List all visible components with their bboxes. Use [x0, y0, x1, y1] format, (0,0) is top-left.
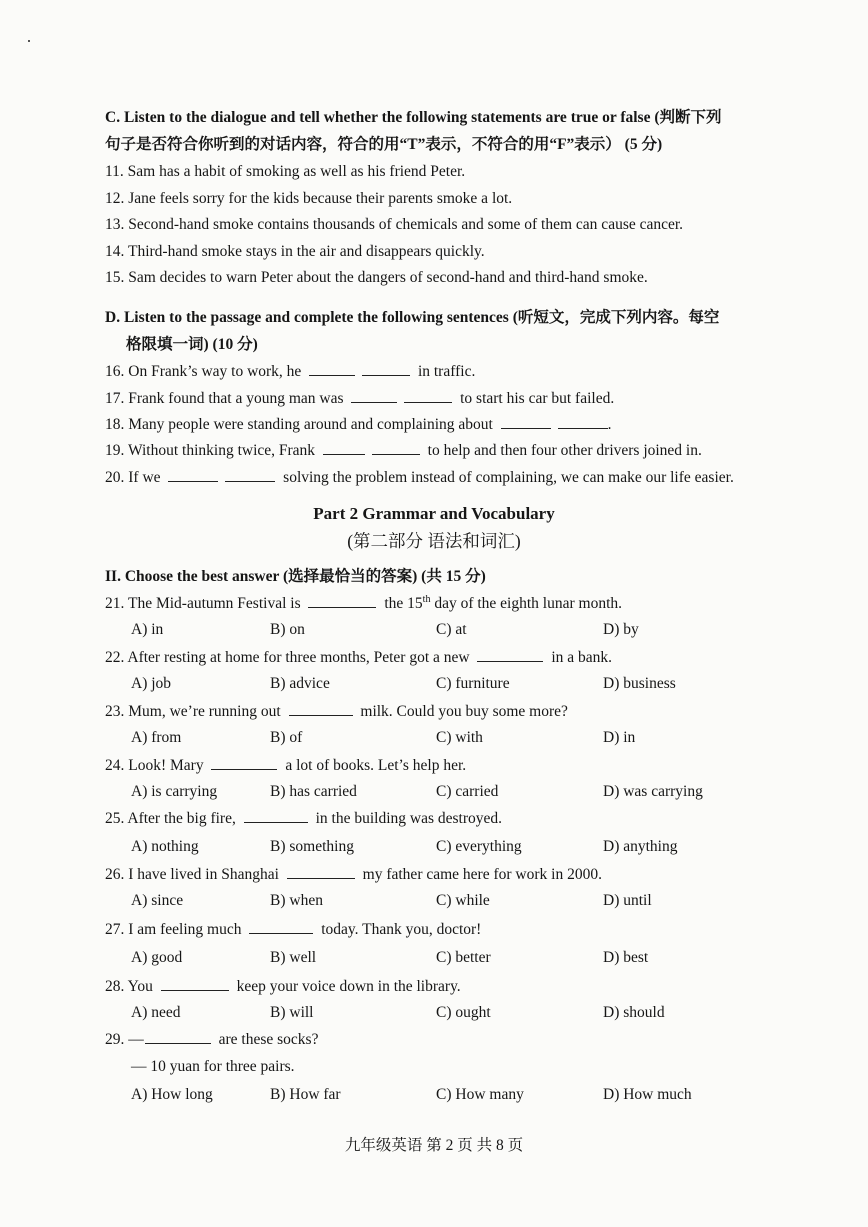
option-a[interactable]: A) since: [131, 892, 184, 909]
question-20: [105, 467, 734, 488]
option-a[interactable]: A) nothing: [131, 838, 199, 855]
answer-blank[interactable]: [323, 440, 365, 455]
answer-blank[interactable]: [211, 755, 277, 770]
section-d-heading-line1: D. Listen to the passage and complete the following sentences (听短文，完成下列内容。每空: [105, 309, 720, 326]
question-28: [105, 976, 461, 997]
option-a[interactable]: A) is carrying: [131, 783, 218, 800]
question-20-before: 20. If we: [105, 469, 161, 486]
question-17-before: 17. Frank found that a young man was: [105, 390, 344, 407]
question-29-stem-after: are these socks?: [218, 1031, 319, 1048]
answer-blank[interactable]: [309, 361, 355, 376]
answer-blank[interactable]: [404, 388, 452, 403]
question-17-after: to start his car but failed.: [460, 390, 615, 407]
question-16: [105, 361, 475, 382]
option-c[interactable]: C) at: [436, 621, 467, 638]
question-25-stem-after: in the building was destroyed.: [315, 810, 503, 827]
option-c[interactable]: C) carried: [436, 783, 499, 800]
answer-blank[interactable]: [244, 808, 308, 823]
option-b[interactable]: B) well: [270, 949, 317, 966]
option-c[interactable]: C) while: [436, 892, 490, 909]
option-a[interactable]: A) job: [131, 675, 172, 692]
option-d[interactable]: D) best: [603, 949, 649, 966]
option-b[interactable]: B) How far: [270, 1086, 341, 1103]
answer-blank[interactable]: [225, 467, 275, 482]
question-18-before: 18. Many people were standing around and complaining about: [105, 416, 493, 433]
option-b[interactable]: B) on: [270, 621, 305, 638]
answer-blank[interactable]: [168, 467, 218, 482]
option-b[interactable]: B) advice: [270, 675, 330, 692]
question-25-stem: 25. After the big fire,: [105, 810, 236, 827]
answer-blank[interactable]: [477, 647, 543, 662]
answer-blank[interactable]: [351, 388, 397, 403]
part-2-subtitle: (第二部分 语法和词汇): [347, 531, 521, 551]
option-a[interactable]: A) good: [131, 949, 183, 966]
question-23: [105, 701, 568, 722]
option-d[interactable]: D) business: [603, 675, 676, 692]
question-27-stem: 27. I am feeling much: [105, 921, 242, 938]
answer-blank[interactable]: [501, 414, 551, 429]
option-d[interactable]: D) should: [603, 1004, 665, 1021]
option-c[interactable]: C) everything: [436, 838, 522, 855]
answer-blank[interactable]: [287, 864, 355, 879]
question-24: [105, 755, 466, 776]
question-28-stem-after: keep your voice down in the library.: [236, 978, 461, 995]
question-11: 11. Sam has a habit of smoking as well as his friend Peter.: [105, 163, 466, 180]
question-26-stem: 26. I have lived in Shanghai: [105, 866, 279, 883]
question-16-before: 16. On Frank’s way to work, he: [105, 363, 302, 380]
option-b[interactable]: B) when: [270, 892, 323, 909]
question-24-stem: 24. Look! Mary: [105, 757, 204, 774]
part-2-title: Part 2 Grammar and Vocabulary: [313, 504, 555, 523]
question-23-stem: 23. Mum, we’re running out: [105, 703, 281, 720]
question-18: [105, 414, 611, 435]
section-c-heading-line1: C. Listen to the dialogue and tell whether the following statements are true or false (判断下列: [105, 109, 722, 126]
answer-blank[interactable]: [145, 1029, 211, 1044]
option-a[interactable]: A) need: [131, 1004, 181, 1021]
ordinal-suffix: th: [422, 593, 431, 605]
page-footer: 九年级英语 第 2 页 共 8 页: [344, 1137, 524, 1154]
question-22-stem-after: in a bank.: [551, 649, 613, 666]
question-21-stem-end: day of the eighth lunar month.: [430, 595, 623, 612]
question-24-stem-after: a lot of books. Let’s help her.: [285, 757, 467, 774]
question-29-reply: — 10 yuan for three pairs.: [131, 1058, 295, 1075]
question-29: [105, 1029, 318, 1050]
option-a[interactable]: A) in: [131, 621, 164, 638]
question-21: [105, 593, 622, 614]
question-13: 13. Second-hand smoke contains thousands of chemicals and some of them can cause cancer.: [105, 216, 684, 233]
question-26-stem-after: my father came here for work in 2000.: [362, 866, 602, 883]
option-d[interactable]: D) by: [603, 621, 639, 638]
section-d-heading-line2: 格限填一词) (10 分): [126, 336, 258, 353]
option-d[interactable]: D) until: [603, 892, 652, 909]
question-28-stem: 28. You: [105, 978, 153, 995]
option-c[interactable]: C) better: [436, 949, 491, 966]
option-a[interactable]: A) from: [131, 729, 182, 746]
answer-blank[interactable]: [249, 919, 313, 934]
question-23-stem-after: milk. Could you buy some more?: [360, 703, 568, 720]
option-c[interactable]: C) with: [436, 729, 483, 746]
option-c[interactable]: C) furniture: [436, 675, 510, 692]
section-c-heading-line2: 句子是否符合你听到的对话内容，符合的用“T”表示，不符合的用“F”表示） (5 分): [105, 136, 663, 153]
option-c[interactable]: C) How many: [436, 1086, 524, 1103]
option-b[interactable]: B) of: [270, 729, 303, 746]
option-a[interactable]: A) How long: [131, 1086, 213, 1103]
question-18-after: .: [607, 416, 612, 433]
option-c[interactable]: C) ought: [436, 1004, 491, 1021]
question-22: [105, 647, 612, 668]
question-19-after: to help and then four other drivers joined in.: [427, 442, 702, 459]
option-d[interactable]: D) was carrying: [603, 783, 703, 800]
option-d[interactable]: D) How much: [603, 1086, 692, 1103]
question-19: [105, 440, 702, 461]
question-27: [105, 919, 481, 940]
answer-blank[interactable]: [372, 440, 420, 455]
answer-blank[interactable]: [161, 976, 229, 991]
question-17: [105, 388, 614, 409]
question-14: 14. Third-hand smoke stays in the air and disappears quickly.: [105, 243, 485, 260]
option-d[interactable]: D) in: [603, 729, 636, 746]
section-ii-heading: II. Choose the best answer (选择最恰当的答案) (共 15 分): [105, 568, 486, 585]
question-25: [105, 808, 502, 829]
answer-blank[interactable]: [362, 361, 410, 376]
option-b[interactable]: B) has carried: [270, 783, 357, 800]
question-21-stem: 21. The Mid-autumn Festival is: [105, 595, 301, 612]
question-26: [105, 864, 602, 885]
question-12: 12. Jane feels sorry for the kids because their parents smoke a lot.: [105, 190, 513, 207]
question-27-stem-after: today. Thank you, doctor!: [321, 921, 482, 938]
answer-blank[interactable]: [289, 701, 353, 716]
answer-blank[interactable]: [558, 414, 608, 429]
answer-blank[interactable]: [308, 593, 376, 608]
question-16-after: in traffic.: [417, 363, 476, 380]
option-b[interactable]: B) something: [270, 838, 354, 855]
question-22-stem: 22. After resting at home for three months, Peter got a new: [105, 649, 470, 666]
question-19-before: 19. Without thinking twice, Frank: [105, 442, 316, 459]
question-29-stem: 29. —: [105, 1031, 144, 1048]
scan-speck: [28, 40, 30, 42]
option-b[interactable]: B) will: [270, 1004, 314, 1021]
question-21-stem-after: the 15: [384, 595, 423, 612]
question-15: 15. Sam decides to warn Peter about the dangers of second-hand and third-hand smoke.: [105, 269, 648, 286]
question-20-after: solving the problem instead of complaining, we can make our life easier.: [283, 469, 734, 486]
option-d[interactable]: D) anything: [603, 838, 678, 855]
